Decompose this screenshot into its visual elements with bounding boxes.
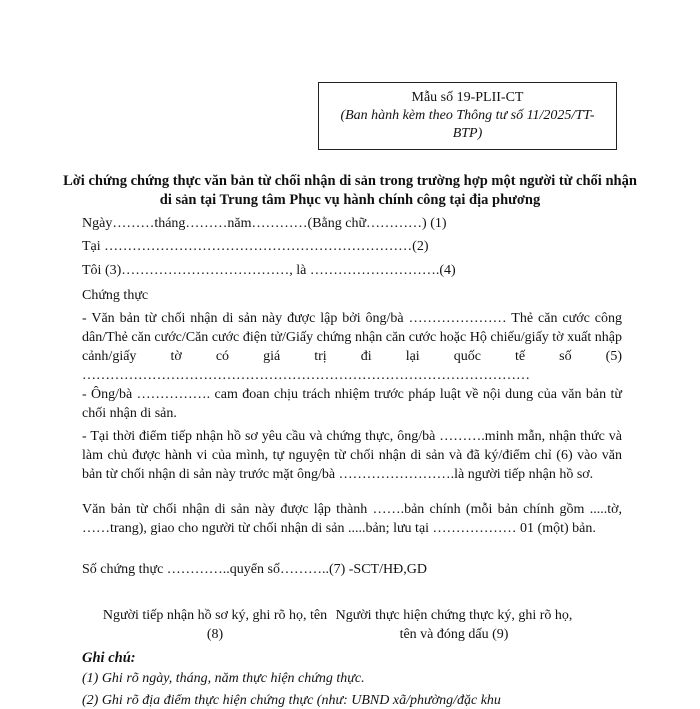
form-number-box (318, 82, 617, 150)
place-line: Tại …………………………………………………………(2) (82, 239, 429, 254)
paragraph-commitment: - Ông/bà ……………. cam đoan chịu trách nhiệm trước pháp luật về nội dung của văn bản từ chối nhận di sản. (82, 387, 622, 421)
paragraph-capacity: - Tại thời điểm tiếp nhận hồ sơ yêu cầu và chứng thực, ông/bà ……….minh mẫn, nhận thức và làm chủ được hành vi của mình, tự nguyện từ chối nhận di sản và đã ký/điểm chỉ (6) vào văn bản từ chối nhận di sản này trước mặt ông/bà …………………….là người tiếp nhận hồ sơ. (82, 429, 622, 482)
note-item: (1) Ghi rõ ngày, tháng, năm thực hiện chứng thực. (82, 671, 365, 686)
certifier-line: Tôi (3)………………………………, là ……………………….(4) (82, 263, 456, 278)
certify-label: Chứng thực (82, 288, 149, 303)
notes-heading: Ghi chú: (82, 650, 136, 666)
issued-with-note: (Ban hành kèm theo Thông tư số 11/2025/TT-BTP) (340, 108, 595, 141)
date-line: Ngày………tháng………năm…………(Bằng chữ…………) (1) (82, 216, 447, 231)
document-title: Lời chứng chứng thực văn bản từ chối nhận di sản trong trường hợp một người từ chối nhận di sản tại Trung tâm Phục vụ hành chính công tại địa phương (63, 173, 637, 208)
note-item: (2) Ghi rõ địa điểm thực hiện chứng thực (như: UBND xã/phường/đặc khu (82, 693, 501, 708)
paragraph-copies: Văn bản từ chối nhận di sản này được lập thành …….bản chính (mỗi bản chính gồm .....tờ, ……trang), giao cho người từ chối nhận di sản .....bản; lưu tại ……………… 01 (một) bản. (82, 502, 622, 536)
certification-number: Số chứng thực …………..quyển số………..(7) -SCT/HĐ,GD (82, 562, 427, 577)
paragraph-drafted-by: - Văn bản từ chối nhận di sản này được lập bởi ông/bà ………………… Thẻ căn cước công dân/Thẻ căn cước/Căn cước điện tử/Giấy chứng nhận căn cước hoặc Hộ chiếu/giấy tờ xuất nhập cảnh/giấy tờ có giá trị đi lại quốc tế số (5) …………………………………………………………………………………… (82, 311, 622, 383)
receiver-signature-label: Người tiếp nhận hồ sơ ký, ghi rõ họ, tên (8) (102, 608, 328, 642)
certifier-signature-label: Người thực hiện chứng thực ký, ghi rõ họ, tên và đóng dấu (9) (335, 608, 573, 642)
form-number: Mẫu số 19-PLII-CT (411, 90, 524, 105)
